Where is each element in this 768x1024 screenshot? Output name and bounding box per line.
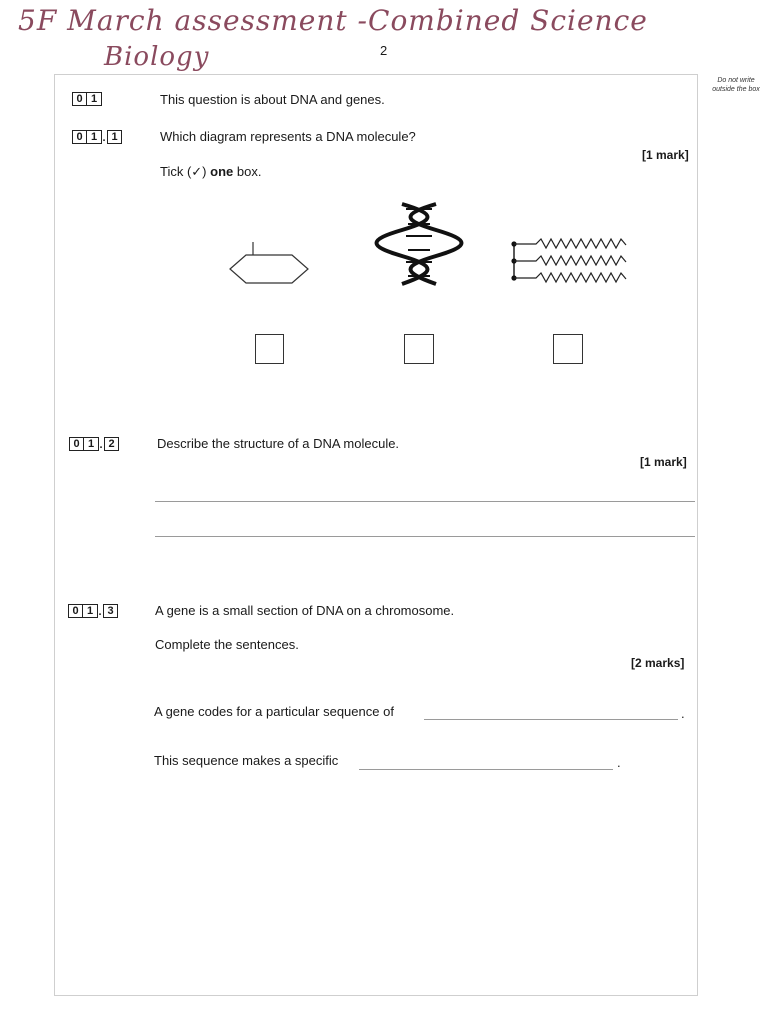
qnum-dot: . — [102, 132, 106, 144]
question-number-01 — [72, 92, 102, 106]
tick-instruction-suffix: box. — [233, 164, 262, 179]
hexagon-ring-diagram — [228, 240, 312, 288]
sentence-2-period: . — [617, 755, 621, 770]
question-01-3-text: A gene is a small section of DNA on a chromosome. — [155, 603, 455, 618]
qnum-dot: . — [98, 606, 102, 618]
tick-box-option-3[interactable] — [553, 334, 583, 364]
qnum-digit: 2 — [104, 437, 119, 451]
question-01-3-marks: [2 marks] — [631, 656, 685, 670]
question-01-text: This question is about DNA and genes. — [160, 92, 385, 107]
qnum-digit: 1 — [83, 604, 98, 618]
zigzag-chains-diagram — [508, 236, 630, 286]
qnum-digit: 3 — [103, 604, 118, 618]
question-01-2-text: Describe the structure of a DNA molecule. — [157, 436, 400, 451]
question-01-2-marks: [1 mark] — [640, 455, 687, 469]
qnum-digit: 0 — [72, 130, 87, 144]
qnum-digit: 1 — [87, 130, 102, 144]
double-helix-diagram — [392, 202, 446, 286]
sentence-1-period: . — [681, 706, 685, 721]
qnum-digit: 0 — [69, 437, 84, 451]
exam-page-frame — [54, 74, 698, 996]
question-01-1-marks: [1 mark] — [642, 148, 689, 162]
answer-line-1[interactable] — [155, 501, 695, 502]
question-number-01-1 — [72, 129, 122, 145]
tick-box-option-2[interactable] — [404, 334, 434, 364]
handwritten-subtitle: Biology — [104, 42, 210, 72]
qnum-digit: 0 — [72, 92, 87, 106]
handwritten-title: 5F March assessment -Combined Science — [18, 4, 648, 37]
qnum-digit: 1 — [87, 92, 102, 106]
margin-note: Do not write outside the box — [712, 77, 760, 93]
sentence-2-text: This sequence makes a specific — [154, 753, 339, 768]
tick-instruction-bold: one — [210, 164, 234, 179]
tick-instruction — [160, 164, 261, 180]
sentence-2-blank[interactable] — [359, 769, 613, 770]
sentence-1-blank[interactable] — [424, 719, 678, 720]
question-number-01-3 — [68, 603, 118, 619]
tick-instruction-prefix: Tick (✓) — [160, 164, 211, 179]
page-number: 2 — [380, 43, 388, 58]
qnum-digit: 0 — [68, 604, 83, 618]
question-01-1-text: Which diagram represents a DNA molecule? — [160, 129, 416, 144]
question-number-01-2 — [69, 436, 119, 452]
question-01-3-instruction: Complete the sentences. — [155, 637, 299, 652]
qnum-digit: 1 — [107, 130, 122, 144]
sentence-1-text: A gene codes for a particular sequence of — [154, 704, 394, 719]
answer-line-2[interactable] — [155, 536, 695, 537]
qnum-digit: 1 — [84, 437, 99, 451]
tick-box-option-1[interactable] — [255, 334, 284, 364]
qnum-dot: . — [99, 439, 103, 451]
